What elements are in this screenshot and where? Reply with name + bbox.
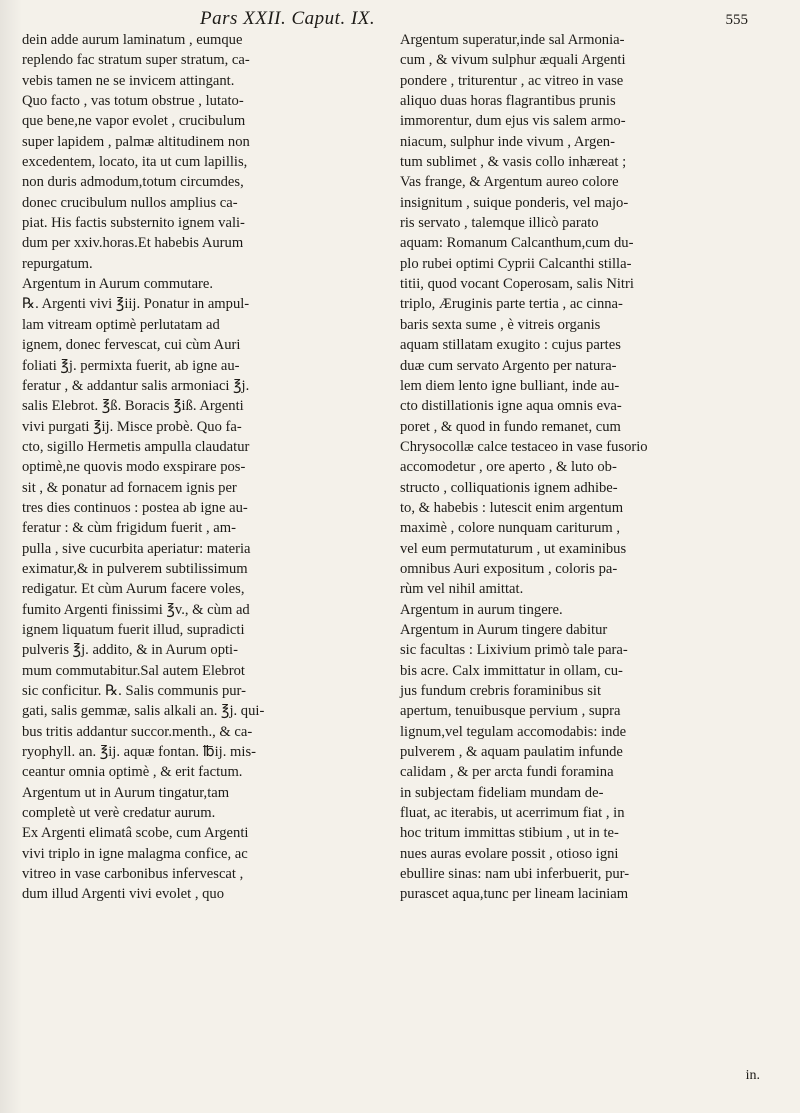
text-line: Argentum in aurum tingere. [400, 601, 563, 618]
text-line: Argentum in Aurum tingere dabitur [400, 621, 608, 638]
text-line: sic facultas : Lixivium primò tale para- [400, 642, 628, 659]
text-line: purascet aqua,tunc per lineam laciniam [400, 886, 629, 903]
text-line: fumito Argenti finissimi ℥v., & cùm ad [22, 601, 250, 618]
text-line: feratur : & cùm frigidum fuerit , am- [22, 520, 236, 537]
text-line: tum sublimet , & vasis collo inhæreat ; [400, 154, 627, 171]
text-line: immorentur, dum ejus vis salem armo- [400, 113, 626, 130]
text-line: sit , & ponatur ad fornacem ignis per [22, 479, 237, 496]
text-line: redigatur. Et cùm Aurum facere voles, [22, 581, 245, 598]
page-number: 555 [725, 12, 748, 28]
catchword: in. [745, 1068, 760, 1083]
text-line: poret , & quod in fundo remanet, cum [400, 418, 621, 435]
text-line: gati, salis gemmæ, salis alkali an. ℥j. qui- [22, 703, 265, 720]
text-line: aquam stillatam exugito : cujus partes [400, 337, 621, 354]
text-line: ignem liquatum fuerit illud, supradicti [22, 621, 245, 638]
text-line: hoc tritum immittas stibium , ut in te- [400, 825, 619, 842]
text-line: aliquo duas horas flagrantibus prunis [400, 93, 616, 110]
text-line: feratur , & addantur salis armoniaci ℥j. [22, 377, 250, 394]
text-line: plo rubei optimi Cyprii Calcanthi stilla- [400, 255, 632, 272]
text-line: ℞. Argenti vivi ℥iij. Ponatur in ampul- [22, 296, 250, 313]
text-line: ceantur omnia optimè , & erit factum. [22, 764, 243, 781]
text-line: foliati ℥j. permixta fuerit, ab igne au- [22, 357, 240, 374]
text-line: bis acre. Calx immittatur in ollam, cu- [400, 662, 623, 679]
text-line: Quo facto , vas totum obstrue , lutato- [22, 93, 244, 110]
text-line: piat. His factis substernito ignem vali- [22, 215, 245, 232]
text-line: in subjectam fideliam mundam de- [400, 784, 604, 801]
text-line: dum illud Argenti vivi evolet , quo [22, 886, 225, 903]
text-line: ryophyll. an. ℥ij. aquæ fontan. ℔ij. mis- [22, 744, 256, 761]
text-line: ebullire sinas: nam ubi inferbuerit, pur- [400, 866, 630, 883]
text-line: niacum, sulphur inde vivum , Argen- [400, 133, 615, 150]
text-line: calidam , & per arcta fundi foramina [400, 764, 614, 781]
text-line: pulverem , & aquam paulatim infunde [400, 744, 623, 761]
text-line: repurgatum. [22, 255, 93, 272]
text-line: cto, sigillo Hermetis ampulla claudatur [22, 438, 250, 455]
text-line: triplo, Æruginis parte tertia , ac cinna- [400, 296, 623, 313]
left-column [22, 30, 384, 905]
text-line: bus tritis addantur succor.menth., & ca- [22, 723, 253, 740]
text-line: cto distillationis igne aqua omnis eva- [400, 398, 622, 415]
text-line: Argentum in Aurum commutare. [22, 276, 214, 293]
text-line: insignitum , suique ponderis, vel majo- [400, 194, 629, 211]
text-line: cum , & vivum sulphur æquali Argenti [400, 52, 626, 69]
text-line: ignem, donec fervescat, cui cùm Auri [22, 337, 241, 354]
text-line: structo , colliquationis ignem adhibe- [400, 479, 618, 496]
text-line: Chrysocollæ calce testaceo in vase fusorio [400, 438, 648, 455]
text-line: vel eum permutaturum , ut examinibus [400, 540, 627, 557]
text-line: rùm vel nihil amittat. [400, 581, 524, 598]
text-line: excedentem, locato, ita ut cum lapillis, [22, 154, 248, 171]
text-line: aquam: Romanum Calcanthum,cum du- [400, 235, 634, 252]
text-line: omnibus Auri expositum , coloris pa- [400, 560, 618, 577]
text-line: salis Elebrot. ℥ß. Boracis ℥iß. Argenti [22, 398, 244, 415]
text-line: jus fundum crebris foraminibus sit [400, 683, 602, 699]
text-line: eximatur,& in pulverem subtilissimum [22, 560, 248, 577]
text-line: maximè , colore nunquam cariturum , [400, 520, 621, 537]
text-line: pulveris ℥j. addito, & in Aurum opti- [22, 642, 238, 659]
text-line: completè ut verè credatur aurum. [22, 805, 216, 822]
text-line: titii, quod vocant Coperosam, salis Nitri [400, 276, 634, 293]
running-title: Pars XXII. Caput. IX. [200, 8, 376, 29]
text-line: fluat, ac iterabis, ut acerrimum fiat , in [400, 805, 625, 822]
text-line: donec crucibulum nullos amplius ca- [22, 194, 238, 211]
text-line: duæ cum servato Argento per natura- [400, 357, 617, 374]
text-line: pondere , triturentur , ac vitreo in vase [400, 72, 624, 89]
text-line: dein adde aurum laminatum , eumque [22, 32, 243, 48]
text-line: pulla , sive cucurbita aperiatur: materia [22, 540, 251, 557]
text-line: non duris admodum,totum circumdes, [22, 174, 244, 191]
text-line: lignum,vel tegulam accomodabis: inde [400, 723, 627, 740]
text-line: vivi triplo in igne malagma confice, ac [22, 845, 248, 862]
text-line: optimè,ne quovis modo exspirare pos- [22, 459, 246, 476]
text-line: vebis tamen ne se invicem attingant. [22, 72, 235, 89]
text-line: lam vitream optimè perlutatam ad [22, 316, 220, 333]
text-line: mum commutabitur.Sal autem Elebrot [22, 662, 245, 679]
text-line: vivi purgati ℥ij. Misce probè. Quo fa- [22, 418, 242, 435]
text-line: apertum, tenuibusque pervium , supra [400, 703, 621, 720]
text-line: dum per xxiv.horas.Et habebis Aurum [22, 235, 244, 252]
text-line: lem diem lento igne bulliant, inde au- [400, 377, 620, 394]
text-line: super lapidem , palmæ altitudinem non [22, 133, 250, 150]
text-line: sic conficitur. ℞. Salis communis pur- [22, 683, 246, 699]
text-line: que bene,ne vapor evolet , crucibulum [22, 113, 246, 130]
text-line: ris servato , talemque illicò parato [400, 215, 599, 232]
text-line: vitreo in vase carbonibus infervescat , [22, 866, 244, 883]
text-line: replendo fac stratum super stratum, ca- [22, 52, 250, 69]
text-line: Ex Argenti elimatâ scobe, cum Argenti [22, 825, 249, 842]
text-line: tres dies continuos : postea ab igne au- [22, 499, 248, 516]
text-line: baris sexta sume , è vitreis organis [400, 316, 601, 333]
text-line: to, & habebis : lutescit enim argentum [400, 499, 624, 516]
text-line: nues auras evolare possit , otioso igni [400, 845, 619, 862]
text-line: Vas frange, & Argentum aureo colore [400, 174, 619, 191]
text-line: Argentum superatur,inde sal Armonia- [400, 32, 625, 48]
right-column [400, 30, 768, 905]
text-line: Argentum ut in Aurum tingatur,tam [22, 784, 230, 801]
text-line: accomodetur , ore aperto , & luto ob- [400, 459, 617, 476]
page-edge-shadow [0, 0, 22, 1113]
